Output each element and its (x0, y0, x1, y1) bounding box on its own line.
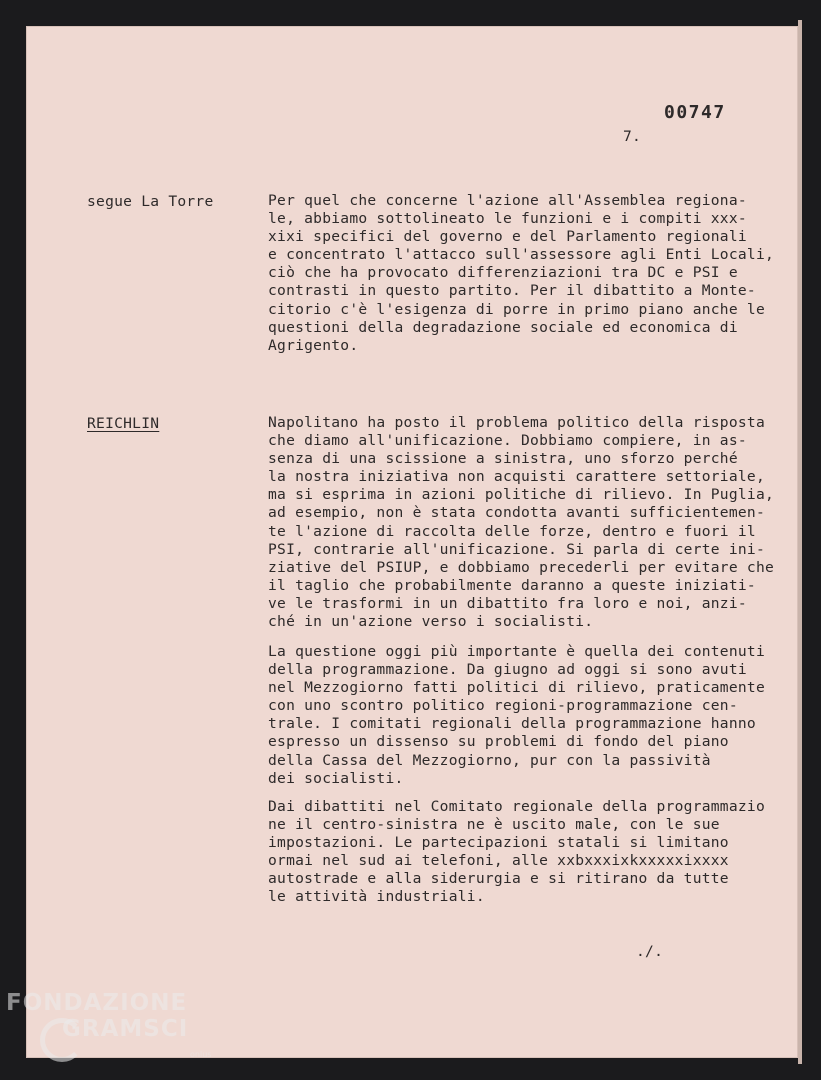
page-number: 7. (623, 128, 642, 145)
paragraph (268, 643, 798, 788)
watermark-line2: GRAMSCI (62, 1016, 189, 1042)
text-line: Agrigento. (268, 336, 359, 354)
text-line: ne il centro-sinistra ne è uscito male, con le sue (268, 816, 720, 834)
text-line: trale. I comitati regionali della programmazione hanno (268, 715, 756, 733)
text-line: ve le trasformi in un dibattito fra loro e noi, anzi- (268, 594, 747, 612)
text-line: citorio c'è l'esigenza di porre in primo piano anche le (268, 300, 765, 318)
archive-watermark (6, 990, 212, 1059)
paragraph (268, 192, 798, 355)
text-line: della programmazione. Da giugno ad oggi si sono avuti (268, 661, 747, 679)
watermark-g-logo (40, 1018, 84, 1062)
text-line: la nostra iniziativa non acquisti carattere settoriale, (268, 468, 765, 486)
text-line: Per quel che concerne l'azione all'Assemblea regiona- (268, 192, 747, 209)
text-line: autostrade e alla siderurgia e si ritirano da tutte (268, 870, 729, 888)
text-line: PSI, contrarie all'unificazione. Si parla di certe ini- (268, 540, 765, 558)
text-line: con uno scontro politico regioni-programmazione cen- (268, 697, 738, 715)
text-line: ma si esprima in azioni politiche di rilievo. In Puglia, (268, 486, 775, 504)
paragraph (268, 414, 798, 631)
text-line: Dai dibattiti nel Comitato regionale della programmazio (268, 798, 765, 815)
text-line: ché in un'azione verso i socialisti. (268, 613, 594, 631)
text-line: impostazioni. Le partecipazioni statali si limitano (268, 834, 729, 852)
text-line: senza di una scissione a sinistra, uno sforzo perché (268, 450, 738, 468)
text-line: ziative del PSIUP, e dobbiamo precederli per evitare che (268, 558, 775, 576)
text-line: ad esempio, non è stata condotta avanti sufficientemen- (268, 504, 765, 522)
continuation-mark: ./. (636, 943, 664, 960)
text-line: e concentrato l'attacco sull'assessore agli Enti Locali, (268, 246, 775, 264)
text-line: della Cassa del Mezzogiorno, pur con la passività (268, 751, 711, 769)
text-line: questioni della degradazione sociale ed economica di (268, 318, 738, 336)
watermark-line1: FONDAZIONE (6, 990, 188, 1016)
text-line: te l'azione di raccolta delle forze, dentro e fuori il (268, 522, 756, 540)
text-line: espresso un dissenso su problemi di fondo del piano (268, 733, 729, 751)
text-line: il taglio che probabilmente daranno a queste iniziati- (268, 576, 756, 594)
speaker-label: REICHLIN (87, 415, 160, 432)
document-number: 00747 (664, 102, 726, 123)
text-line: le, abbiamo sottolineato le funzioni e i compiti xxx- (268, 210, 747, 228)
text-line: La questione oggi più importante è quella dei contenuti (268, 643, 765, 660)
speaker-label: segue La Torre (87, 193, 214, 210)
text-line: le attività industriali. (268, 888, 485, 906)
text-line: Napolitano ha posto il problema politico della risposta (268, 414, 765, 431)
text-line: ormai nel sud ai telefoni, alle xxbxxxixkxxxxxixxxx (268, 852, 729, 870)
text-line: nel Mezzogiorno fatti politici di rilievo, praticamente (268, 679, 765, 697)
text-line: che diamo all'unificazione. Dobbiamo compiere, in as- (268, 432, 747, 450)
text-line: dei socialisti. (268, 769, 404, 787)
paragraph (268, 798, 798, 907)
page-edge-shadow (798, 20, 802, 1064)
text-line: contrasti in questo partito. Per il dibattito a Monte- (268, 282, 756, 300)
watermark-sub: onlus (190, 1050, 212, 1059)
text-line: ciò che ha provocato differenziazioni tra DC e PSI e (268, 264, 738, 282)
text-line: xixi specifici del governo e del Parlamento regionali (268, 228, 747, 246)
